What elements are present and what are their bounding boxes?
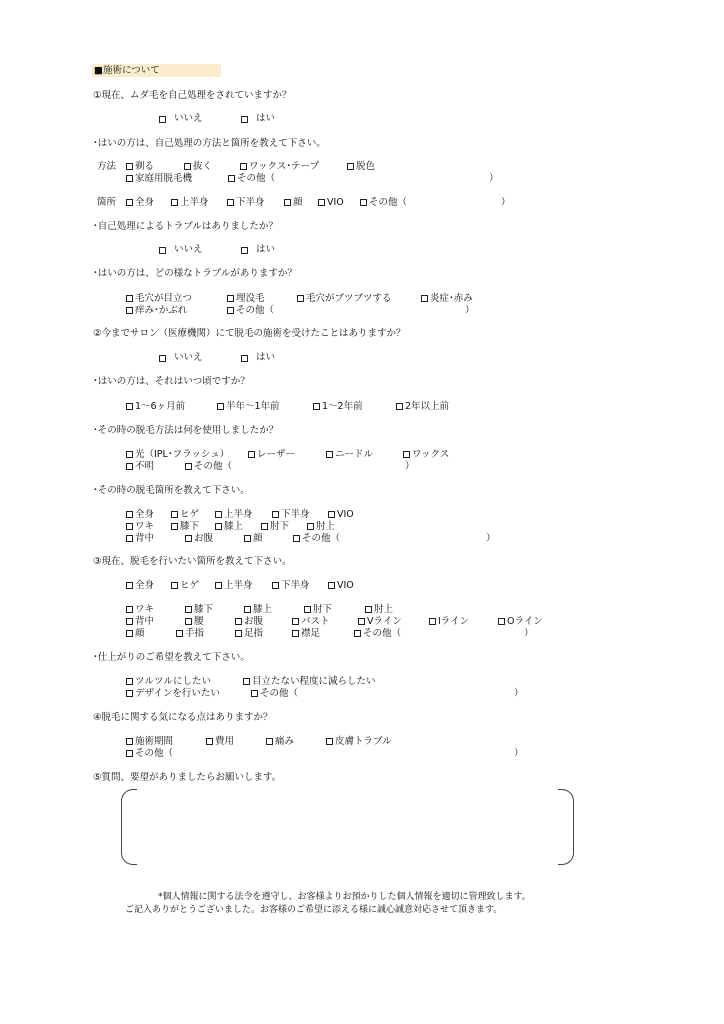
- past-area-option: お腹: [194, 533, 214, 544]
- desired-area-checkbox[interactable]: [429, 618, 436, 625]
- method-used-option: ワックス: [412, 449, 450, 460]
- past-area-checkbox[interactable]: [126, 523, 133, 530]
- desired-area-option: Vライン: [367, 616, 402, 627]
- desired-area-option: 背中: [135, 616, 155, 627]
- desired-area-checkbox[interactable]: [498, 618, 505, 625]
- desired-area-checkbox[interactable]: [126, 606, 133, 613]
- trouble-checkbox[interactable]: [227, 295, 234, 302]
- area-option: VIO: [327, 197, 344, 208]
- desired-area-checkbox[interactable]: [126, 582, 133, 589]
- desired-area-checkbox[interactable]: [244, 606, 251, 613]
- desired-area-checkbox[interactable]: [126, 618, 133, 625]
- desired-area-option: Iライン: [438, 616, 470, 627]
- trouble-option: 炎症･赤み: [430, 293, 473, 304]
- finish-option: その他（: [260, 688, 299, 699]
- trouble-checkbox[interactable]: [126, 295, 133, 302]
- desired-area-checkbox[interactable]: [235, 618, 242, 625]
- concern-checkbox[interactable]: [206, 738, 213, 745]
- past-area-checkbox[interactable]: [126, 535, 133, 542]
- trouble-checkbox[interactable]: [227, 307, 234, 314]
- desired-area-checkbox[interactable]: [304, 606, 311, 613]
- method-option: 脱色: [356, 161, 376, 172]
- area-checkbox[interactable]: [126, 199, 133, 206]
- q1-checkbox-no[interactable]: [159, 116, 166, 123]
- desired-area-option: 膝下: [194, 604, 214, 615]
- trouble-checkbox[interactable]: [421, 295, 428, 302]
- desired-area-checkbox[interactable]: [292, 630, 299, 637]
- desired-area-checkbox[interactable]: [272, 582, 279, 589]
- desired-area-option: 足指: [244, 628, 264, 639]
- q2-label-yes: はい: [256, 352, 276, 363]
- sub4-title: ･はいの方は、それはいつ頃ですか？: [93, 376, 250, 387]
- trouble-checkbox[interactable]: [126, 307, 133, 314]
- concern-option: その他（: [135, 748, 174, 759]
- trouble-option: 埋没毛: [236, 293, 265, 304]
- desired-area-option: ヒゲ: [180, 580, 200, 591]
- sub7-title: ･仕上がりのご希望を教えて下さい。: [93, 652, 250, 663]
- trouble-other-close: ）: [465, 305, 475, 316]
- desired-area-option: その他（: [363, 628, 402, 639]
- privacy-note: *個人情報に関する法令を遵守し、お客様よりお預かりした個人情報を適切に管理致します。: [158, 892, 531, 902]
- area-checkbox[interactable]: [227, 199, 234, 206]
- period-option: 半年～1年前: [226, 401, 280, 412]
- concern-option: 施術期間: [135, 736, 174, 747]
- method-used-option: 光（IPL･フラッシュ）: [135, 449, 230, 460]
- area-checkbox[interactable]: [171, 199, 178, 206]
- sub5-title: ･その時の脱毛方法は何を使用しましたか？: [93, 425, 279, 436]
- sub6-title: ･その時の脱毛箇所を教えて下さい。: [93, 485, 250, 496]
- finish-option: デザインを行いたい: [135, 688, 220, 699]
- concern-option: 皮膚トラブル: [335, 736, 392, 747]
- q2-checkbox-no[interactable]: [159, 355, 166, 362]
- q2-title: ②今までサロン（医療機関）にて脱毛の施術を受けたことはありますか？: [93, 328, 406, 339]
- concern-option: 痛み: [275, 736, 295, 747]
- period-checkbox[interactable]: [313, 403, 320, 410]
- desired-area-checkbox[interactable]: [235, 630, 242, 637]
- sub1-title: ･はいの方は、自己処理の方法と箇所を教えて下さい。: [93, 138, 326, 149]
- period-checkbox[interactable]: [217, 403, 224, 410]
- trouble-option: 毛穴がブツブツする: [306, 293, 392, 304]
- method-used-checkbox[interactable]: [326, 451, 333, 458]
- period-option: 2年以上前: [405, 401, 450, 412]
- desired-area-checkbox[interactable]: [354, 630, 361, 637]
- past-area-option: 膝下: [180, 521, 200, 532]
- q2-checkbox-yes[interactable]: [241, 355, 248, 362]
- thanks-note: ご記入ありがとうございました。お客様のご希望に添える様に誠心誠意対応させて頂きます。: [125, 905, 503, 915]
- method-used-checkbox[interactable]: [126, 463, 133, 470]
- sub3-title: ･はいの方は、どの様なトラブルがありますか？: [93, 268, 297, 279]
- desired-area-checkbox[interactable]: [185, 606, 192, 613]
- desired-area-option: 上半身: [224, 580, 253, 591]
- comment-box-right-bracket: [558, 789, 574, 865]
- area-checkbox[interactable]: [318, 199, 325, 206]
- method-used-checkbox[interactable]: [185, 463, 192, 470]
- past-area-other-close: ）: [486, 533, 496, 544]
- past-area-checkbox[interactable]: [272, 511, 279, 518]
- method-checkbox[interactable]: [126, 163, 133, 170]
- finish-other-close: ）: [514, 688, 524, 699]
- desired-area-option: 腰: [194, 616, 204, 627]
- past-area-checkbox[interactable]: [261, 523, 268, 530]
- method-option: 剃る: [135, 161, 155, 172]
- method-checkbox[interactable]: [228, 175, 235, 182]
- past-area-option: ワキ: [135, 521, 155, 532]
- past-area-checkbox[interactable]: [126, 511, 133, 518]
- comment-area[interactable]: [138, 792, 556, 862]
- method-checkbox[interactable]: [184, 163, 191, 170]
- q2-label-no: いいえ: [174, 352, 203, 363]
- q5-title: ⑤質問、要望がありましたらお願いします。: [93, 772, 282, 783]
- past-area-option: その他（: [302, 533, 341, 544]
- desired-area-checkbox[interactable]: [185, 618, 192, 625]
- period-checkbox[interactable]: [126, 403, 133, 410]
- desired-area-checkbox[interactable]: [365, 606, 372, 613]
- q1-label-no: いいえ: [174, 113, 203, 124]
- finish-checkbox[interactable]: [243, 678, 250, 685]
- desired-area-option: 襟足: [301, 628, 321, 639]
- method-used-other-close: ）: [405, 461, 415, 472]
- q3-title: ③現在、脱毛を行いたい箇所を教えて下さい。: [93, 556, 292, 567]
- area-checkbox[interactable]: [284, 199, 291, 206]
- method-checkbox[interactable]: [347, 163, 354, 170]
- desired-area-option: VIO: [337, 580, 354, 591]
- period-checkbox[interactable]: [396, 403, 403, 410]
- method-used-option: ニードル: [335, 449, 374, 460]
- finish-option: 目立たない程度に減らしたい: [252, 676, 376, 687]
- past-area-checkbox[interactable]: [185, 535, 192, 542]
- desired-area-option: 手指: [185, 628, 205, 639]
- sub2-checkbox-yes[interactable]: [241, 247, 248, 254]
- period-option: 1～2年前: [322, 401, 363, 412]
- past-area-option: ヒゲ: [180, 509, 200, 520]
- method-other-close: ）: [489, 173, 499, 184]
- method-used-checkbox[interactable]: [248, 451, 255, 458]
- trouble-checkbox[interactable]: [297, 295, 304, 302]
- finish-option: ツルツルにしたい: [135, 676, 212, 687]
- past-area-checkbox[interactable]: [293, 535, 300, 542]
- sub2-title: ･自己処理によるトラブルはありましたか？: [93, 221, 278, 232]
- past-area-option: VIO: [337, 509, 354, 520]
- desired-area-option: Oライン: [507, 616, 543, 627]
- method-checkbox[interactable]: [240, 163, 247, 170]
- method-option: 抜く: [193, 161, 213, 172]
- desired-area-option: 全身: [135, 580, 155, 591]
- area-label: 箇所: [97, 197, 117, 208]
- desired-area-checkbox[interactable]: [328, 582, 335, 589]
- past-area-checkbox[interactable]: [215, 511, 222, 518]
- past-area-checkbox[interactable]: [171, 511, 178, 518]
- section-header: ■施術について: [94, 65, 160, 76]
- period-option: 1～6ヶ月前: [135, 401, 186, 412]
- method-option: ワックス･テープ: [249, 161, 320, 172]
- method-label: 方法: [97, 161, 117, 172]
- desired-area-option: お腹: [244, 616, 264, 627]
- desired-area-option: 下半身: [281, 580, 310, 591]
- area-other-close: ）: [501, 197, 511, 208]
- concern-checkbox[interactable]: [126, 750, 133, 757]
- past-area-option: 下半身: [281, 509, 310, 520]
- area-option: 顔: [293, 197, 303, 208]
- method-used-option: レーザー: [257, 449, 296, 460]
- concern-checkbox[interactable]: [126, 738, 133, 745]
- desired-area-checkbox[interactable]: [176, 630, 183, 637]
- desired-area-checkbox[interactable]: [215, 582, 222, 589]
- trouble-option: 痒み･かぶれ: [135, 305, 188, 316]
- past-area-checkbox[interactable]: [328, 511, 335, 518]
- desired-area-option: 膝上: [253, 604, 273, 615]
- past-area-option: 肘上: [316, 521, 336, 532]
- past-area-checkbox[interactable]: [171, 523, 178, 530]
- trouble-option: その他（: [236, 305, 275, 316]
- past-area-option: 全身: [135, 509, 155, 520]
- finish-checkbox[interactable]: [126, 690, 133, 697]
- desired-area-checkbox[interactable]: [171, 582, 178, 589]
- q1-label-yes: はい: [256, 113, 276, 124]
- past-area-checkbox[interactable]: [307, 523, 314, 530]
- sub2-label-yes: はい: [256, 244, 276, 255]
- desired-area-option: ワキ: [135, 604, 155, 615]
- past-area-checkbox[interactable]: [215, 523, 222, 530]
- concern-other-close: ）: [514, 748, 524, 759]
- desired-area-option: 顔: [135, 628, 145, 639]
- comment-box-left-bracket: [121, 789, 137, 865]
- method-checkbox[interactable]: [126, 175, 133, 182]
- concern-checkbox[interactable]: [326, 738, 333, 745]
- past-area-checkbox[interactable]: [244, 535, 251, 542]
- method-option: 家庭用脱毛機: [135, 173, 193, 184]
- method-option: その他（: [237, 173, 276, 184]
- concern-checkbox[interactable]: [266, 738, 273, 745]
- past-area-option: 顔: [253, 533, 263, 544]
- desired-area-checkbox[interactable]: [126, 630, 133, 637]
- desired-area-option: バスト: [301, 616, 330, 627]
- q4-title: ④脱毛に関する気になる点はありますか？: [93, 712, 273, 723]
- concern-option: 費用: [215, 736, 235, 747]
- past-area-option: 肘下: [270, 521, 290, 532]
- finish-checkbox[interactable]: [251, 690, 258, 697]
- desired-area-checkbox[interactable]: [292, 618, 299, 625]
- sub2-checkbox-no[interactable]: [159, 247, 166, 254]
- method-used-checkbox[interactable]: [126, 451, 133, 458]
- q1-title: ①現在、ムダ毛を自己処理をされていますか？: [93, 90, 292, 101]
- desired-area-other-close: ）: [524, 628, 534, 639]
- desired-area-option: 肘下: [313, 604, 333, 615]
- method-used-option: 不明: [135, 461, 155, 472]
- area-option: 下半身: [236, 197, 265, 208]
- area-checkbox[interactable]: [360, 199, 367, 206]
- method-used-checkbox[interactable]: [403, 451, 410, 458]
- trouble-option: 毛穴が目立つ: [135, 293, 193, 304]
- past-area-option: 上半身: [224, 509, 253, 520]
- desired-area-checkbox[interactable]: [358, 618, 365, 625]
- past-area-option: 背中: [135, 533, 155, 544]
- past-area-option: 膝上: [224, 521, 244, 532]
- area-option: 上半身: [180, 197, 209, 208]
- method-used-option: その他（: [194, 461, 233, 472]
- finish-checkbox[interactable]: [126, 678, 133, 685]
- area-option: その他（: [369, 197, 408, 208]
- sub2-label-no: いいえ: [174, 244, 203, 255]
- desired-area-option: 肘上: [374, 604, 394, 615]
- area-option: 全身: [135, 197, 155, 208]
- q1-checkbox-yes[interactable]: [241, 116, 248, 123]
